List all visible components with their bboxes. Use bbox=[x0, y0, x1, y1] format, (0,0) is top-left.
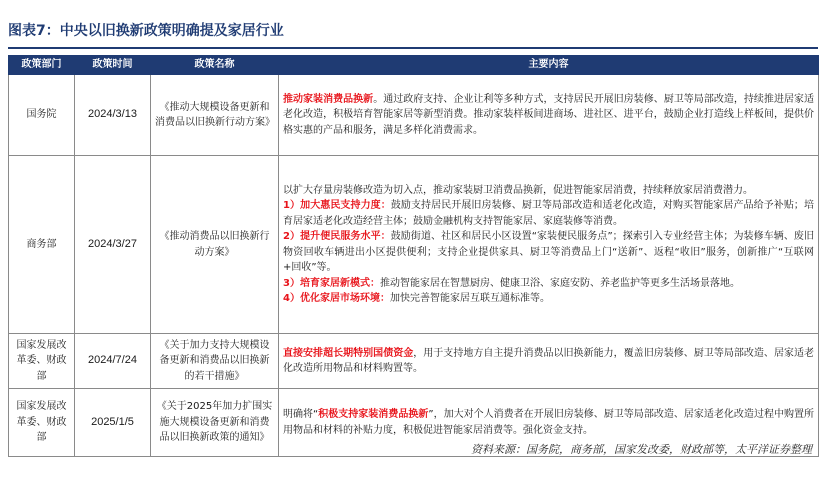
date-cell: 2024/7/24 bbox=[75, 334, 151, 389]
content-text: 鼓励支持居民开展旧房装修、厨卫等局部改造和适老化改造，对购买智能家居产品给予补贴；培育居家适老化改造经营主体；鼓励金融机构支持智能家居、家庭装修等消费。 bbox=[283, 200, 814, 227]
content-paragraph bbox=[283, 276, 814, 292]
policy-table bbox=[8, 55, 819, 457]
policy-name-cell: 《关于2025年加力扩围实施大规模设备更新和消费品以旧换新政策的通知》 bbox=[151, 389, 279, 457]
figure-title: 图表7：中央以旧换新政策明确提及家居行业 bbox=[8, 23, 284, 39]
date-cell: 2024/3/27 bbox=[75, 156, 151, 334]
dept-cell: 国家发展改革委、财政部 bbox=[9, 389, 75, 457]
highlight-text: 直接安排超长期特别国债资金 bbox=[283, 347, 414, 359]
dept-cell: 国家发展改革委、财政部 bbox=[9, 334, 75, 389]
content-text: 推动智能家居在智慧厨房、健康卫浴、家庭安防、养老监护等更多生活场景落地。 bbox=[379, 277, 740, 289]
table-row bbox=[9, 156, 819, 334]
content-cell bbox=[279, 75, 819, 156]
content-paragraph bbox=[283, 229, 814, 276]
content-cell bbox=[279, 156, 819, 334]
header-row bbox=[9, 56, 819, 75]
policy-name-cell: 《推动大规模设备更新和消费品以旧换新行动方案》 bbox=[151, 75, 279, 156]
col-header-content: 主要内容 bbox=[279, 56, 819, 75]
date-cell: 2025/1/5 bbox=[75, 389, 151, 457]
content-text: 鼓励街道、社区和居民小区设置“家装便民服务点”；探索引入专业经营主体；为装修车辆、废旧物资回收车辆进出小区提供便利；支持企业提供家具、厨卫等消费品上门“送新”、返程“收旧”服务，创新推广“互联网+回收”等。 bbox=[283, 231, 814, 273]
content-cell bbox=[279, 334, 819, 389]
content-text: 明确将“ bbox=[283, 409, 319, 420]
highlight-text: 2）提升便民服务水平： bbox=[283, 231, 391, 242]
highlight-text: 3）培育家居新模式： bbox=[283, 277, 380, 289]
highlight-text: 4）优化家居市场环境： bbox=[283, 293, 390, 304]
content-text: 。通过政府支持、企业让利等多种方式，支持居民开展旧房装修、厨卫等局部改造，持续推进居家适老化改造，积极培育智能家居等新型消费。推动家装样板间进商场、进社区、进平台，鼓励企业打造线上样板间，提供价格实惠的产品和服务，满足多样化消费需求。 bbox=[283, 93, 815, 136]
date-cell: 2024/3/13 bbox=[75, 75, 151, 156]
highlight-text: 1）加大惠民支持力度： bbox=[283, 200, 391, 211]
policy-name-cell: 《推动消费品以旧换新行动方案》 bbox=[151, 156, 279, 334]
content-text: ”，加大对个人消费者在开展旧房装修、厨卫等局部改造、居家适老化改造过程中购置所用物品和材料的补贴力度，积极促进智能家居消费等。强化资金支持。 bbox=[283, 409, 815, 436]
table-row bbox=[9, 75, 819, 156]
policy-name-cell: 《关于加力支持大规模设备更新和消费品以旧换新的若干措施》 bbox=[151, 334, 279, 389]
dept-cell: 商务部 bbox=[9, 156, 75, 334]
col-header-dept: 政策部门 bbox=[9, 56, 75, 75]
title-divider bbox=[8, 47, 818, 49]
dept-cell: 国务院 bbox=[9, 75, 75, 156]
content-paragraph bbox=[283, 183, 814, 199]
highlight-text: 积极支持家装消费品换新 bbox=[318, 409, 429, 420]
highlight-text: 推动家装消费品换新 bbox=[283, 93, 374, 105]
source-note: 资料来源：国务院，商务部，国家发改委，财政部等，太平洋证券整理 bbox=[471, 443, 812, 456]
col-header-date: 政策时间 bbox=[75, 56, 151, 75]
content-paragraph bbox=[283, 198, 814, 229]
content-text: 加快完善智能家居互联互通标准等。 bbox=[389, 293, 550, 304]
content-text: 以扩大存量房装修改造为切入点，推动家装厨卫消费品换新，促进智能家居消费，持续释放家居消费潜力。 bbox=[283, 184, 753, 196]
table-row bbox=[9, 334, 819, 389]
content-text: ，用于支持地方自主提升消费品以旧换新能力，覆盖旧房装修、厨卫等局部改造、居家适老化改造所用物品和材料购置等。 bbox=[283, 347, 814, 374]
content-paragraph bbox=[283, 291, 814, 307]
col-header-name: 政策名称 bbox=[151, 56, 279, 75]
